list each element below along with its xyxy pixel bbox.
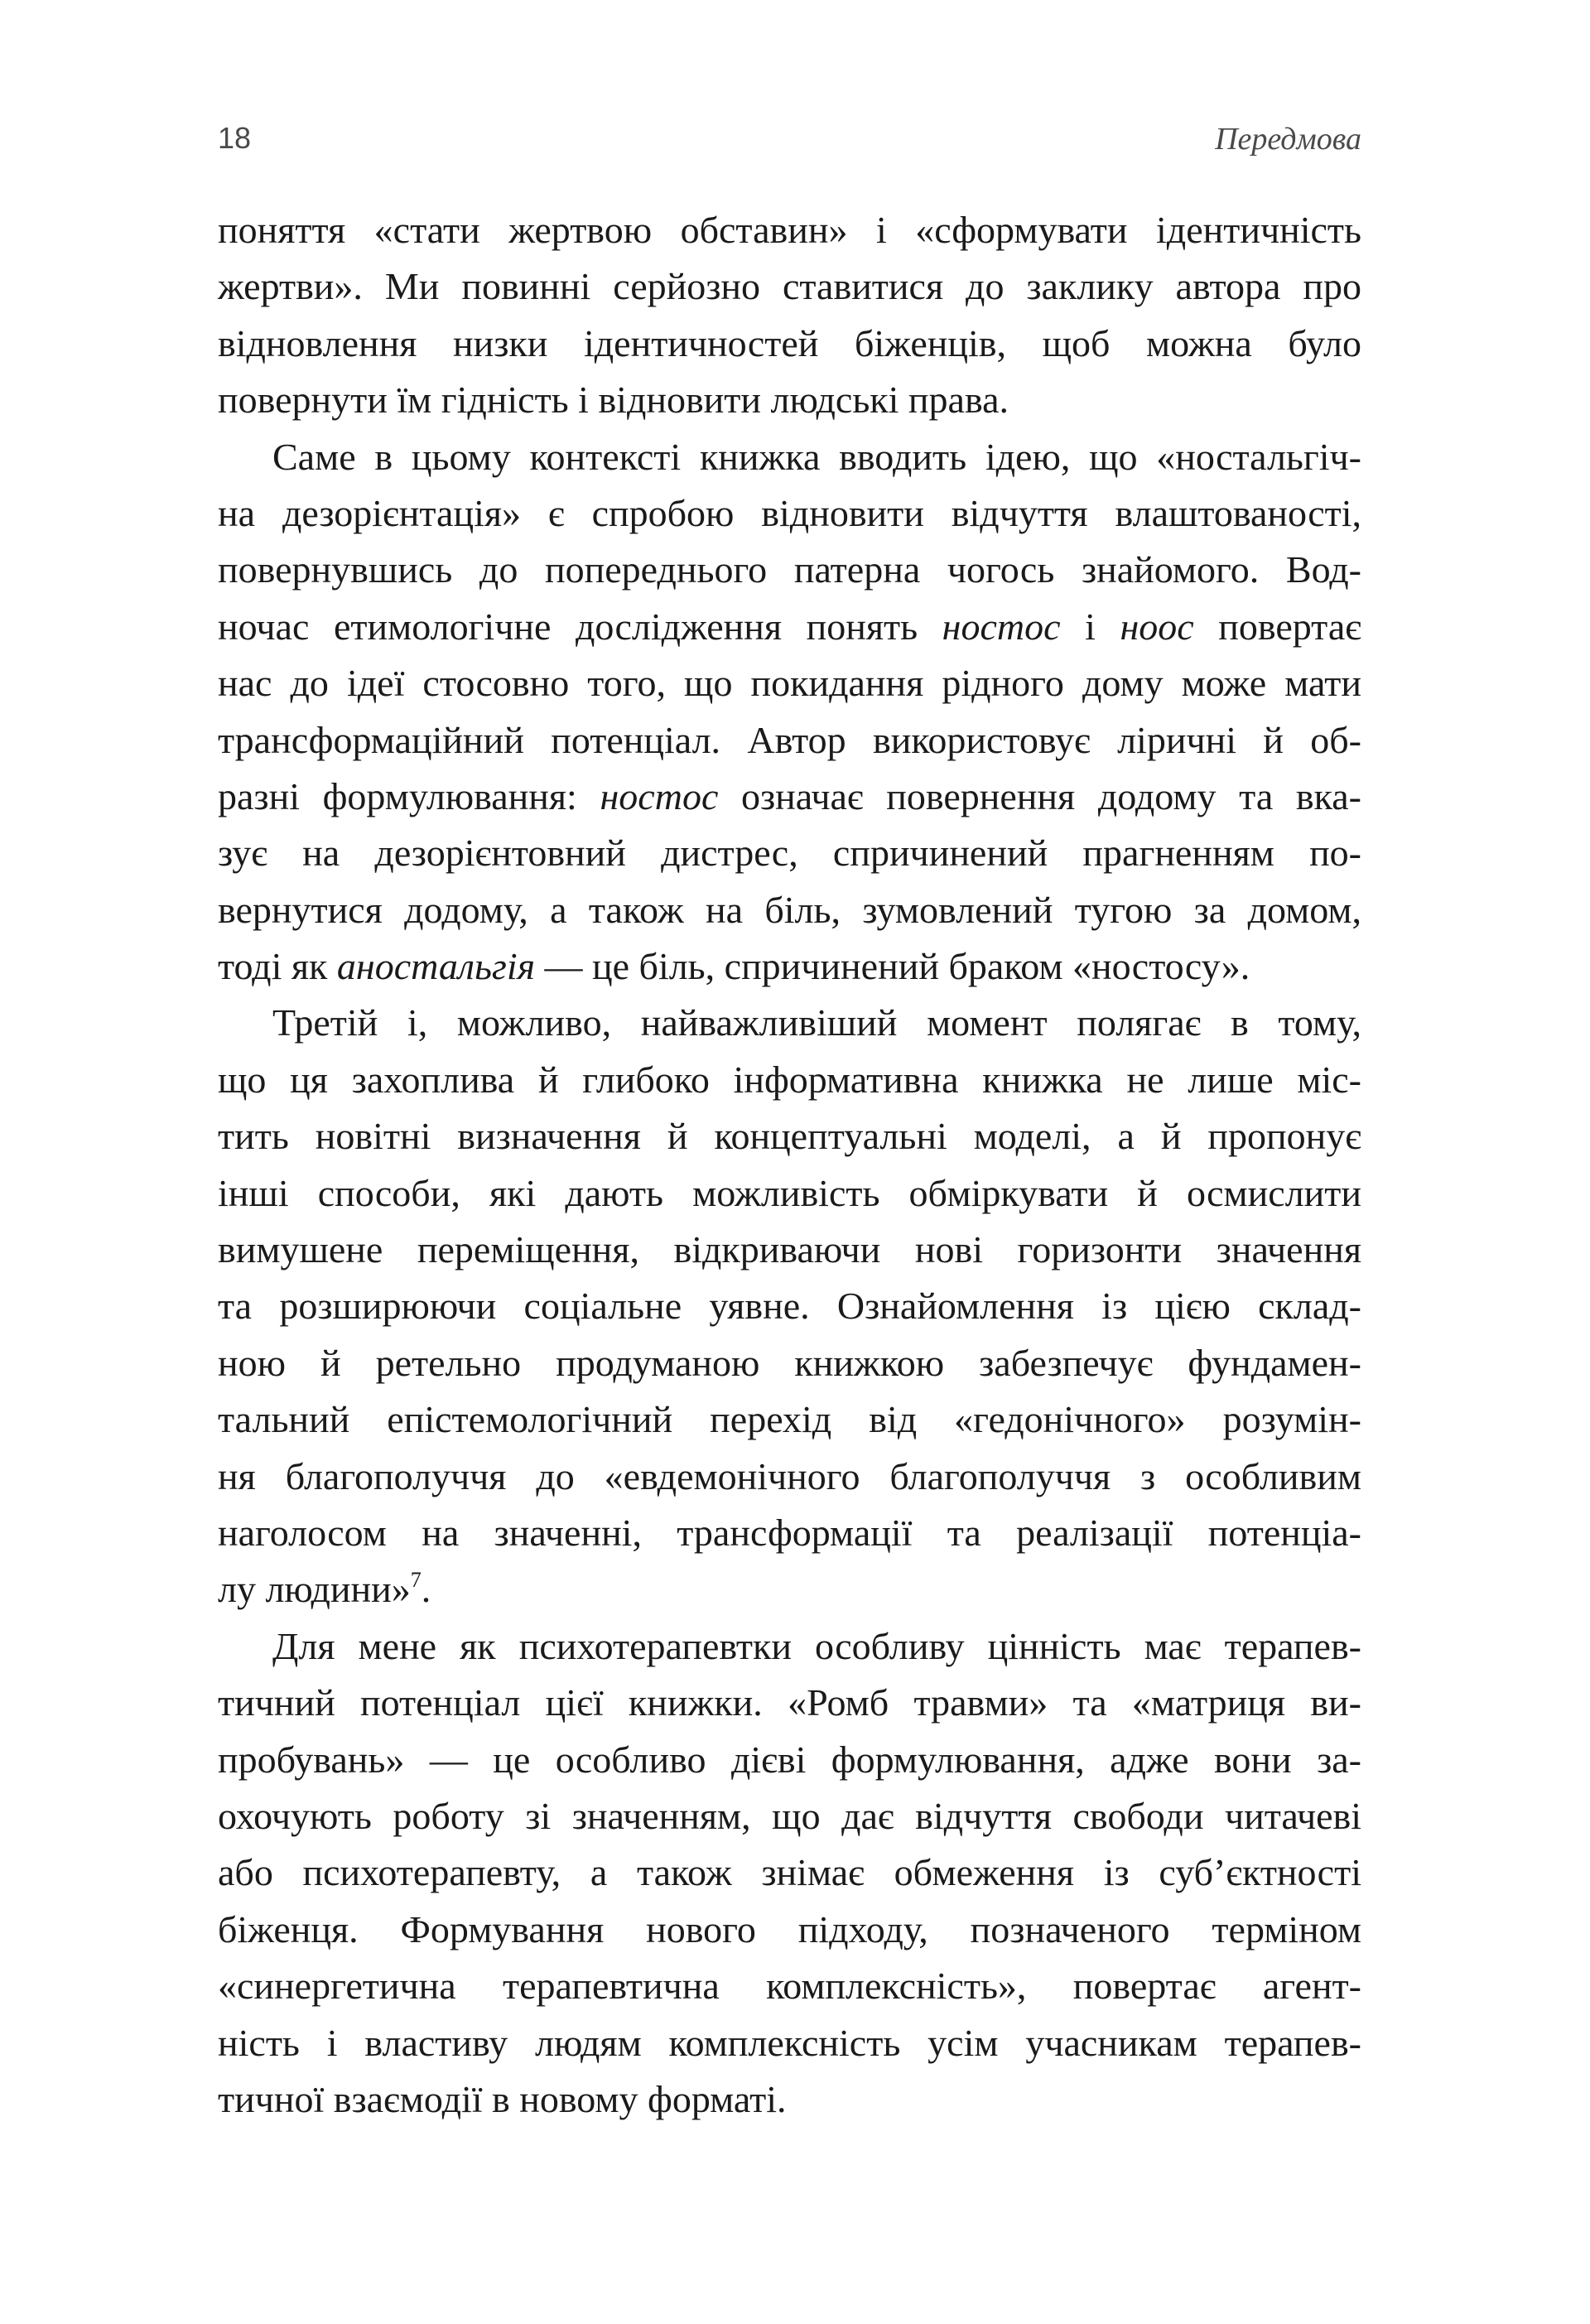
text-line (218, 1505, 1361, 1561)
text-run: вимушене переміщення, відкриваючи нові горизонти значення (218, 1228, 1361, 1271)
text-run: ночас етимологічне дослідження понять (218, 605, 942, 648)
text-run: — це біль, спричинений браком «ностосу». (535, 945, 1250, 988)
text-line (218, 2071, 1361, 2128)
text-line (218, 1732, 1361, 1788)
text-line (218, 1618, 1361, 1675)
text-line (218, 1844, 1361, 1901)
text-line (218, 1788, 1361, 1844)
text-line (218, 1561, 1361, 1618)
text-run: тичний потенціал цієї книжки. «Ромб травми» та «матриця ви- (218, 1681, 1361, 1724)
text-line (218, 1165, 1361, 1222)
paragraph (218, 429, 1361, 996)
text-run: та розширюючи соціальне уявне. Ознайомлення із цією склад- (218, 1285, 1361, 1328)
text-run: або психотерапевту, а також знімає обмеження із суб’єктності (218, 1851, 1361, 1894)
text-line (218, 769, 1361, 825)
text-run: на дезорієнтація» є спробою відновити відчуття влаштованості, (218, 491, 1361, 534)
text-run: і (1060, 605, 1120, 648)
text-line (218, 1958, 1361, 2014)
text-run: тоді як (218, 945, 337, 988)
text-run: повернувшись до попереднього патерна чогось знайомого. Вод- (218, 548, 1361, 591)
text-run: тальний епістемологічний перехід від «гедонічного» розумін- (218, 1398, 1361, 1441)
text-line (218, 2015, 1361, 2071)
text-run: . (421, 1568, 431, 1611)
text-run: охочують роботу зі значенням, що дає відчуття свободи читачеві (218, 1794, 1361, 1837)
text-line (218, 1902, 1361, 1958)
text-run: «синергетична терапевтична комплексність», повертає агент- (218, 1965, 1361, 2008)
text-line (218, 1675, 1361, 1731)
text-run: тить новітні визначення й концептуальні моделі, а й пропонує (218, 1115, 1361, 1158)
text-line (218, 258, 1361, 315)
running-header (218, 121, 1361, 162)
paragraph (218, 202, 1361, 429)
text-line (218, 372, 1361, 428)
text-line (218, 995, 1361, 1051)
text-line (218, 1449, 1361, 1505)
text-run: лу людини» (218, 1568, 411, 1611)
text-line (218, 1335, 1361, 1391)
text-line (218, 1052, 1361, 1108)
footnote-ref[interactable]: 7 (410, 1568, 422, 1593)
text-run: разні формулювання: (218, 774, 600, 817)
text-line (218, 882, 1361, 938)
text-run: трансформаційний потенціал. Автор використовує ліричні й об- (218, 718, 1361, 761)
text-run: пробувань» — це особливо дієві формулювання, адже вони за- (218, 1738, 1361, 1781)
running-title: Передмова (1215, 122, 1361, 157)
text-run: ність і властиву людям комплексність усім учасникам терапев- (218, 2021, 1361, 2064)
text-line (218, 1222, 1361, 1278)
text-line (218, 1108, 1361, 1164)
text-line (218, 429, 1361, 485)
paragraph (218, 995, 1361, 1618)
page-number: 18 (218, 121, 252, 155)
text-run: тичної взаємодії в новому форматі. (218, 2077, 787, 2120)
text-line (218, 1278, 1361, 1334)
text-line (218, 542, 1361, 598)
text-run: зує на дезорієнтовний дистрес, спричинений прагненням по- (218, 832, 1361, 875)
text-run: означає повернення додому та вка- (718, 774, 1361, 817)
text-run: нас до ідеї стосовно того, що покидання рідного дому може мати (218, 662, 1361, 705)
text-run: біженця. Формування нового підходу, позначеного терміном (218, 1907, 1361, 1950)
text-run: жертви». Ми повинні серйозно ставитися до заклику автора про (218, 265, 1361, 308)
text-line (218, 202, 1361, 258)
italic-term: аностальгія (336, 945, 535, 988)
text-run: Саме в цьому контексті книжка вводить ідею, що «ностальгіч- (272, 435, 1361, 478)
text-line (218, 316, 1361, 372)
text-line (218, 1391, 1361, 1448)
text-run: наголосом на значенні, трансформації та реалізації потенціа- (218, 1511, 1361, 1554)
paragraph (218, 1618, 1361, 2129)
text-line (218, 655, 1361, 711)
text-line (218, 712, 1361, 769)
text-run: інші способи, які дають можливість обміркувати й осмислити (218, 1171, 1361, 1214)
text-line (218, 938, 1361, 995)
text-run: ною й ретельно продуманою книжкою забезпечує фундамен- (218, 1341, 1361, 1384)
italic-term: ностос (600, 774, 719, 817)
text-run: поняття «стати жертвою обставин» і «сформувати ідентичність (218, 209, 1361, 251)
text-line (218, 599, 1361, 655)
text-run: що ця захоплива й глибоко інформативна книжка не лише міс- (218, 1058, 1361, 1101)
text-run: повертає (1193, 605, 1362, 648)
text-run: вернутися додому, а також на біль, зумовлений тугою за домом, (218, 888, 1361, 931)
text-run: Третій і, можливо, найважливіший момент полягає в тому, (272, 1001, 1361, 1044)
page-body-text (218, 202, 1361, 2128)
italic-term: ноос (1120, 605, 1194, 648)
text-run: Для мене як психотерапевтки особливу цінність має терапев- (272, 1624, 1361, 1667)
text-run: повернути їм гідність і відновити людські права. (218, 378, 1009, 422)
italic-term: ностос (942, 605, 1061, 648)
text-line (218, 825, 1361, 881)
text-run: ня благополуччя до «евдемонічного благополуччя з особливим (218, 1454, 1361, 1497)
text-run: відновлення низки ідентичностей біженців, щоб можна було (218, 321, 1361, 364)
text-line (218, 485, 1361, 542)
